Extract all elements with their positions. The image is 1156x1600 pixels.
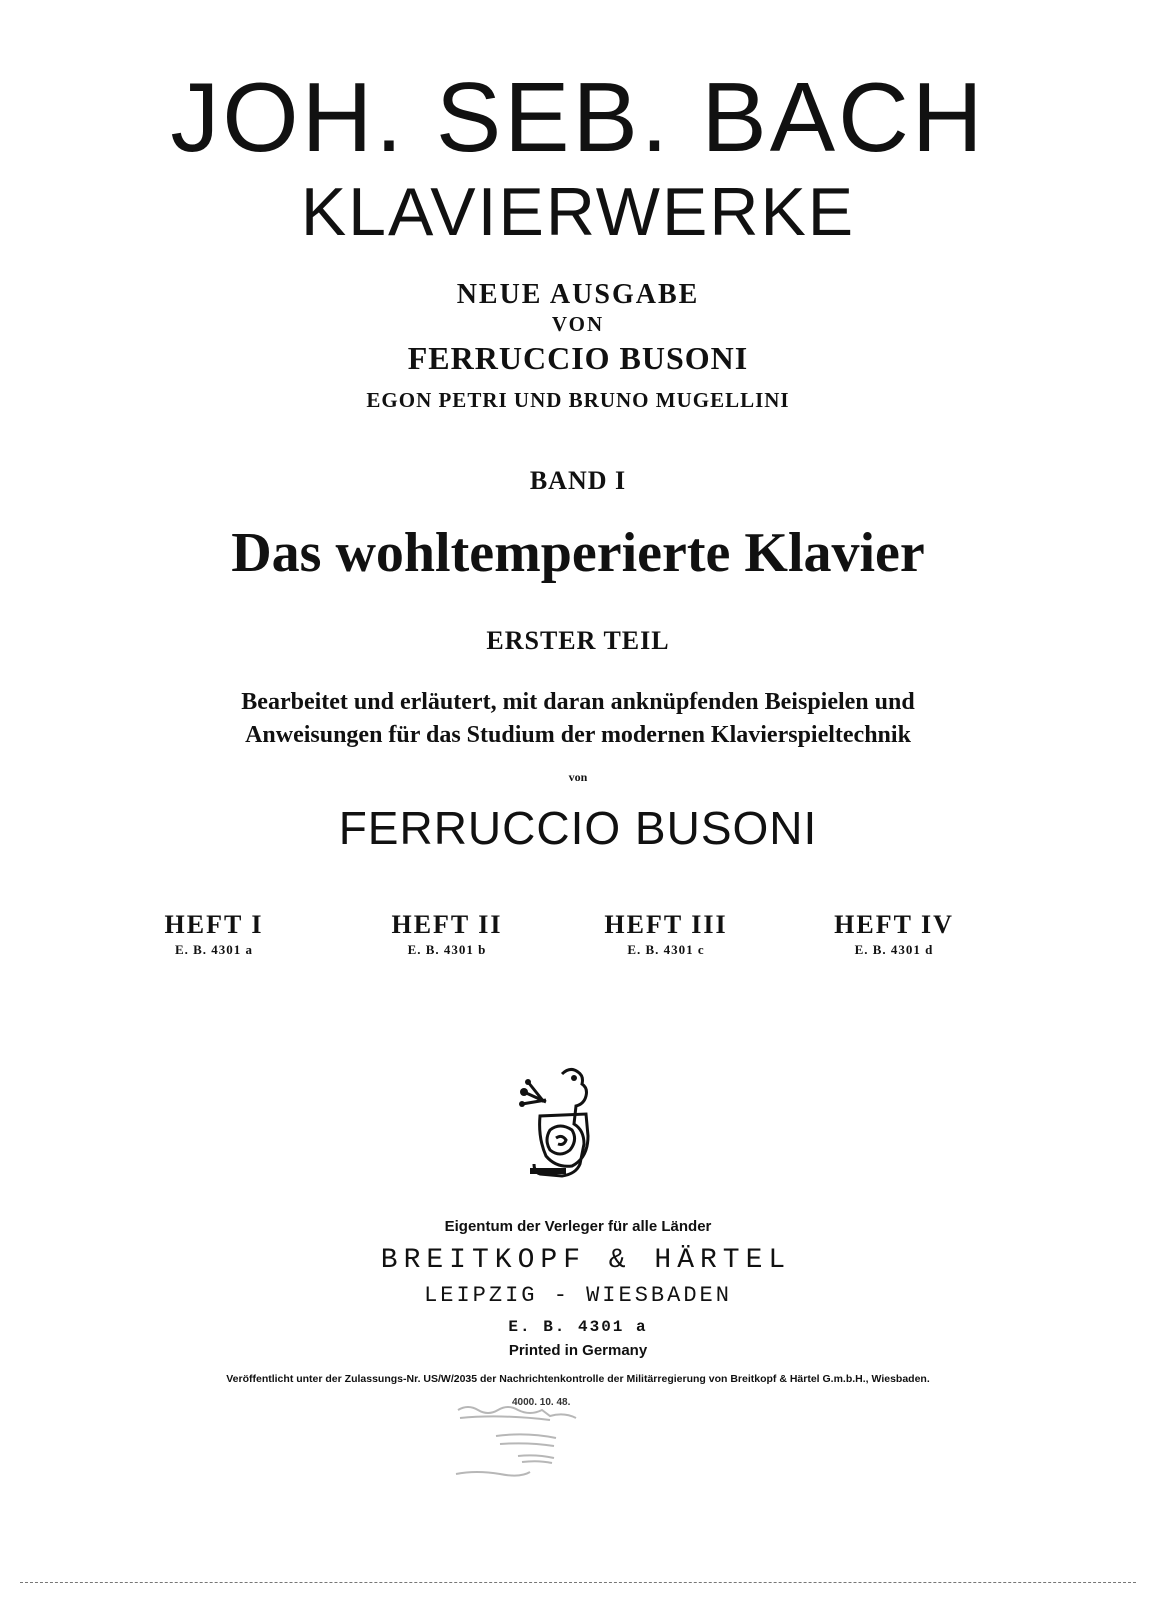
composer-heading: JOH. SEB. BACH <box>170 62 986 172</box>
description-line-1: Bearbeitet und erläutert, mit daran anknüpfenden Beispielen und <box>241 689 915 715</box>
heft-label: HEFT III <box>604 910 728 939</box>
heft-number: E. B. 4301 b <box>407 942 487 957</box>
editor-name: FERRUCCIO BUSONI <box>407 340 749 376</box>
edition-label: NEUE AUSGABE <box>456 279 700 310</box>
print-run: 4000. 10. 48. <box>512 1397 571 1408</box>
work-title: Das wohltemperierte Klavier <box>231 522 925 584</box>
heft-item <box>347 910 547 958</box>
heft-label: HEFT I <box>164 910 264 939</box>
series-title: KLAVIERWERKE <box>300 174 856 250</box>
heft-item <box>566 910 766 958</box>
edition-by: VON <box>551 312 605 336</box>
heft-number: E. B. 4301 d <box>854 942 934 957</box>
co-editors: EGON PETRI UND BRUNO MUGELLINI <box>366 388 790 412</box>
plate-number: E. B. 4301 a <box>508 1318 648 1336</box>
heft-list <box>0 910 1156 970</box>
by-label: von <box>568 770 588 784</box>
heft-item <box>114 910 314 958</box>
arranger-name: FERRUCCIO BUSONI <box>338 802 818 854</box>
heft-number: E. B. 4301 a <box>174 942 254 957</box>
ownership-notice: Eigentum der Verleger für alle Länder <box>444 1218 712 1235</box>
volume-label: BAND I <box>529 466 627 495</box>
page-edge-rule <box>20 1582 1136 1583</box>
heft-item <box>794 910 994 958</box>
publisher-place: LEIPZIG - WIESBADEN <box>424 1283 732 1308</box>
part-label: ERSTER TEIL <box>486 626 670 655</box>
description <box>0 686 1156 752</box>
publisher-emblem-icon <box>510 1064 602 1180</box>
printed-in: Printed in Germany <box>508 1342 648 1359</box>
description-line-2: Anweisungen für das Studium der modernen Klavierspieltechnik <box>245 722 911 748</box>
heft-label: HEFT II <box>391 910 503 939</box>
publisher-name: BREITKOPF & HÄRTEL <box>380 1245 792 1276</box>
license-notice: Veröffentlicht unter der Zulassungs-Nr. US/W/2035 der Nachrichtenkontrolle der Militärregierung von Breitkopf & Härtel G.m.b.H., Wiesbaden. <box>226 1373 930 1385</box>
heft-number: E. B. 4301 c <box>627 942 705 957</box>
library-stamp-icon <box>448 1392 708 1482</box>
heft-label: HEFT IV <box>834 910 954 939</box>
